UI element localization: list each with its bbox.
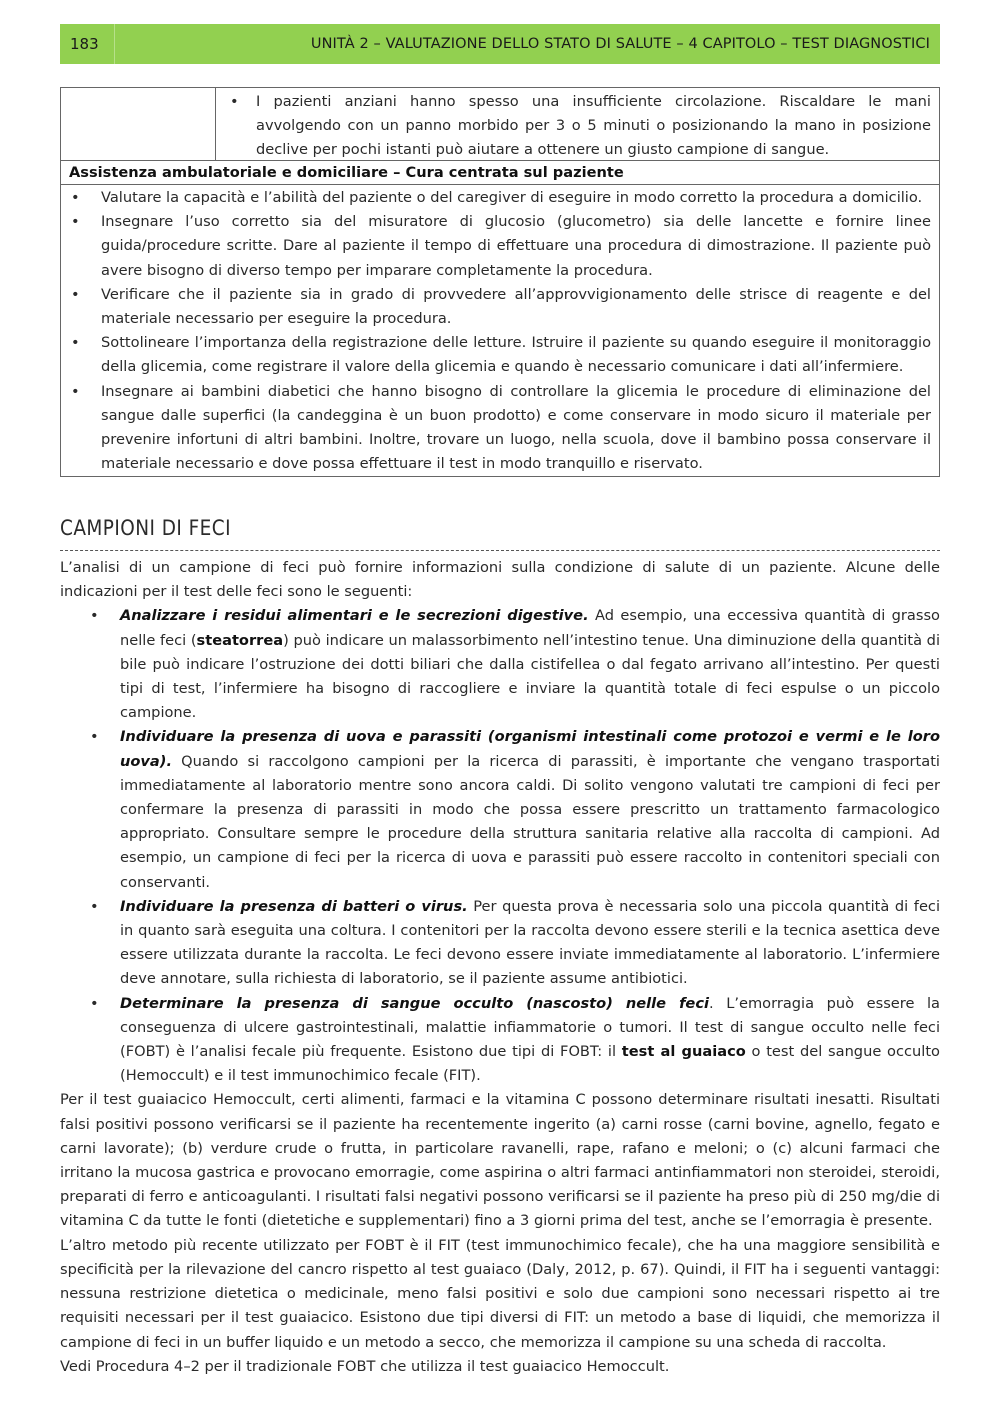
section-heading <box>60 516 940 551</box>
item-text: o test del sangue occulto (Hemoccult) e il test immunochimico fecale (FIT). <box>120 1043 940 1085</box>
list-item <box>90 992 941 1089</box>
list-item <box>90 725 940 894</box>
list-item-text: I pazienti anziani hanno spesso una insufficiente circolazione. Riscaldare le mani avvolgendo con un panno morbido per 3 o 5 minuti o posizionando la mano in posizione declive per pochi istanti può aiutare a ottenere un giusto campione di sangue. <box>256 93 931 159</box>
list-item <box>63 283 931 331</box>
care-table <box>60 87 940 477</box>
item-lead: Determinare la presenza di sangue occulto (nascosto) nelle feci <box>120 994 709 1012</box>
item-term: steatorrea <box>196 631 284 649</box>
list-item <box>63 331 931 379</box>
list-item <box>90 604 941 725</box>
page-header <box>60 24 940 64</box>
bullet-icon: • <box>90 897 99 915</box>
running-title: UNITÀ 2 – VALUTAZIONE DELLO STATO DI SALUTE – 4 CAPITOLO – TEST DIAGNOSTICI <box>310 36 930 52</box>
item-text: Per questa prova è necessaria solo una piccola quantità di feci in quanto sarà eseguita una coltura. I contenitori per la raccolta devono essere sterili e la tecnica asettica deve essere utilizzata durante la raccolta. Le feci devono essere inviate immediatamente al laboratorio. L’infermiere deve annotare, sulla richiesta di laboratorio, se il paziente assume antibiotici. <box>120 897 940 988</box>
table-cell <box>216 88 939 160</box>
body-paragraph: Vedi Procedura 4–2 per il tradizionale FOBT che utilizza il test guaiacico Hemoccult. <box>60 1357 670 1375</box>
list-item <box>63 380 931 477</box>
item-text: Ad esempio, una eccessiva quantità di grasso nelle feci ( <box>120 607 940 649</box>
section-body <box>60 556 940 1379</box>
bullet-icon: • <box>90 994 99 1012</box>
item-text: . L’emorragia può essere la conseguenza di ulcere gastrointestinali, malattie infiammatorie o tumori. Il test di sangue occulto nelle feci (FOBT) è l’analisi fecale più frequente. Esistono due tipi di FOBT: il <box>120 994 941 1061</box>
section-heading-text: CAMPIONI DI FECI <box>60 516 232 540</box>
table-empty-cell <box>61 88 216 160</box>
table-row <box>61 88 939 161</box>
bullet-icon: • <box>90 728 99 746</box>
list-item-text: Sottolineare l’importanza della registrazione delle letture. Istruire il paziente su quando eseguire il monitoraggio della glicemia, come registrare il valore della glicemia e quando è necessario comunicare i dati all’infermiere. <box>101 334 931 376</box>
bullet-icon: • <box>71 189 80 206</box>
intro-paragraph: L’analisi di un campione di feci può fornire informazioni sulla condizione di salute di un paziente. Alcune delle indicazioni per il test delle feci sono le seguenti: <box>60 559 940 601</box>
list-item-text: Valutare la capacità e l’abilità del paziente o del caregiver di eseguire in modo corretto la procedura a domicilio. <box>101 189 923 206</box>
item-term: test al guaiaco <box>621 1043 746 1061</box>
list-item-text: Insegnare l’uso corretto sia del misuratore di glucosio (glucometro) sia delle lancette e fornire linee guida/procedure scritte. Dare al paziente il tempo di effettuare una procedura di dimostrazione. Il paziente può avere bisogno di diverso tempo per imparare completamente la procedura. <box>101 213 931 279</box>
item-text: ) può indicare un malassorbimento nell’intestino tenue. Una diminuzione della quantità di bile può indicare l’ostruzione dei dotti biliari che dalla cistifellea o dal fegato arrivano all’intestino. Per questi tipi di test, l’infermiere ha bisogno di raccogliere e inviare la quantità totale di feci espulse o un piccolo campione. <box>120 631 941 722</box>
bullet-icon: • <box>71 213 80 231</box>
list-item <box>63 210 931 283</box>
list-item-text: Verificare che il paziente sia in grado di provvedere all’approvvigionamento delle strisce di reagente e del materiale necessario per eseguire la procedura. <box>101 285 931 328</box>
table-section-title: Assistenza ambulatoriale e domiciliare – Cura centrata sul paziente <box>61 161 939 185</box>
body-paragraph: L’altro metodo più recente utilizzato per FOBT è il FIT (test immunochimico fecale), che ha una maggiore sensibilità e specificità per la rilevazione del cancro rispetto al test guaiaco (Daly, 2012, p. 67). Quindi, il FIT ha i seguenti vantaggi: nessuna restrizione dietetica o medicinale, meno falsi positivi e solo due campioni sono necessari rispetto ai tre requisiti necessari per il test guaiacico. Esistono due tipi diversi di FIT: un metodo a base di liquidi, che memorizza il campione di feci in un buffer liquido e un metodo a secco, che memorizza il campione su una scheda di raccolta. <box>60 1236 940 1351</box>
list-item <box>90 895 940 992</box>
item-lead: Individuare la presenza di uova e parassiti (organismi intestinali come protozoi e vermi e le loro uova). <box>120 728 940 770</box>
bullet-icon: • <box>90 607 99 625</box>
list-item-text: Insegnare ai bambini diabetici che hanno bisogno di controllare la glicemia le procedure di eliminazione del sangue dalle superfici (la candeggina è un buon prodotto) e come conservare in modo sicuro il materiale per prevenire infortuni di altri bambini. Inoltre, trovare un luogo, nella scuola, dove il bambino possa conservare il materiale necessario e dove possa effettuare il test in modo tranquillo e riservato. <box>101 382 931 473</box>
item-lead: Individuare la presenza di batteri o virus. <box>120 897 468 915</box>
bullet-icon: • <box>71 285 80 303</box>
list-item <box>230 90 931 163</box>
table-bullet-list <box>61 185 939 476</box>
body-paragraph: Per il test guaiacico Hemoccult, certi alimenti, farmaci e la vitamina C possono determinare risultati inesatti. Risultati falsi positivi possono verificarsi se il paziente ha recentemente ingerito (a) carni rosse (carni bovine, agnello, fegato e carni lavorate); (b) verdure crude o frutta, in particolare ravanelli, rape, rafano e meloni; o (c) alcuni farmaci che irritano la mucosa gastrica e provocano emorragie, come aspirina o altri farmaci antinfiammatori non steroidei, steroidi, preparati di ferro e anticoagulanti. I risultati falsi negativi possono verificarsi se il paziente ha preso più di 250 mg/die di vitamina C da tutte le fonti (dietetiche e supplementari) fino a 3 giorni prima del test, anche se l’emorragia è presente. <box>60 1091 940 1230</box>
bullet-icon: • <box>230 93 239 110</box>
indications-list <box>60 604 940 1088</box>
bullet-icon: • <box>71 382 80 400</box>
bullet-icon: • <box>71 334 80 352</box>
list-item <box>63 186 931 210</box>
page-number: 183 <box>60 24 115 64</box>
item-lead: Analizzare i residui alimentari e le secrezioni digestive. <box>120 607 589 625</box>
item-text: Quando si raccolgono campioni per la ricerca di parassiti, è importante che vengano trasportati immediatamente al laboratorio mentre sono ancora caldi. Di solito vengono valutati tre campioni di feci per confermare la presenza di parassiti in modo che possa essere prescritto un trattamento farmacologico appropriato. Consultare sempre le procedure della struttura sanitaria relative alla raccolta di campioni. Ad esempio, un campione di feci per la ricerca di uova e parassiti può essere raccolto in contenitori speciali con conservanti. <box>120 752 940 891</box>
